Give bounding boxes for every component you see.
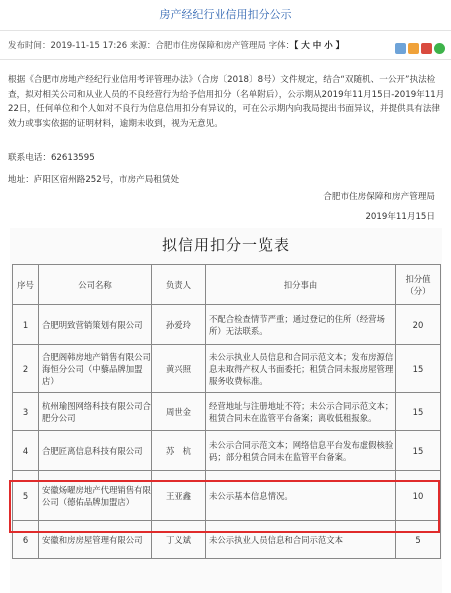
row-reason: 经营地址与注册地址不符；未公示合同示范文本；租赁合同未在监管平台备案；离收低租报象。 <box>206 393 396 431</box>
notice-paragraph: 根据《合肥市房地产经纪行业信用考评管理办法》（合房〔2018〕8号）文件规定，结合“双随机、一公开”执法检查，拟对相关公司和从业人员的不良经营行为给予信用扣分（名单附后），公示期从2019年11月15日-2019年11月22日，任何单位和个人如对不良行为信息信用扣分有异议的，可在公示期内向我局提出书面异议，并提供具有法律效力或事实依据的证明材料，逾期未收到，视为无意见。 <box>8 75 445 129</box>
deduction-table <box>12 264 441 559</box>
table-header <box>13 265 441 305</box>
table-row <box>13 521 441 559</box>
share-icon[interactable] <box>395 43 406 54</box>
page-title: 房产经纪行业信用扣分公示 <box>159 8 292 21</box>
row-score: 10 <box>396 471 441 521</box>
font-size-switcher[interactable]: 【 大 中 小 】 <box>294 41 345 51</box>
row-score: 5 <box>396 521 441 559</box>
deduction-sheet-image <box>10 228 442 593</box>
row-person: 周世金 <box>152 393 206 431</box>
row-company: 杭州瑜图网络科技有限公司合肥分公司 <box>39 393 152 431</box>
row-company: 安徽和房房屋管理有限公司 <box>39 521 152 559</box>
header-score: 扣分值（分） <box>396 265 441 305</box>
row-score: 15 <box>396 393 441 431</box>
row-no: 3 <box>13 393 39 431</box>
row-score: 15 <box>396 431 441 471</box>
row-reason: 未公示基本信息情况。 <box>206 471 396 521</box>
article-meta <box>0 30 451 60</box>
table-row <box>13 431 441 471</box>
wechat-icon[interactable] <box>434 43 445 54</box>
table-row <box>13 305 441 345</box>
row-reason: 未公示合同示范文本；网络信息平台发布虚假核验码；部分租赁合同未在监管平台备案。 <box>206 431 396 471</box>
table-title: 拟信用扣分一览表 <box>161 236 290 254</box>
source: 合肥市住房保障和房产管理局 <box>155 41 266 51</box>
row-no: 5 <box>13 471 39 521</box>
row-score: 15 <box>396 345 441 393</box>
sina-icon[interactable] <box>421 43 432 54</box>
header-reason: 扣分事由 <box>206 265 396 305</box>
row-person: 苏 杭 <box>152 431 206 471</box>
header-person: 负责人 <box>152 265 206 305</box>
header-no: 序号 <box>13 265 39 305</box>
address: 地址：庐阳区宿州路252号，市房产局租赁处 <box>8 175 180 185</box>
row-person: 丁义斌 <box>152 521 206 559</box>
issue-date: 2019年11月15日 <box>365 212 435 222</box>
row-score: 20 <box>396 305 441 345</box>
row-company: 合肥明致营销策划有限公司 <box>39 305 152 345</box>
row-person: 黄兴照 <box>152 345 206 393</box>
row-no: 6 <box>13 521 39 559</box>
header-company: 公司名称 <box>39 265 152 305</box>
publish-time-label: 发布时间： <box>8 41 51 51</box>
table-row <box>13 345 441 393</box>
row-no: 4 <box>13 431 39 471</box>
row-person: 孙爱玲 <box>152 305 206 345</box>
source-label: 来源： <box>129 41 156 51</box>
row-company: 安徽炀曜房地产代理销售有限公司（德佑品牌加盟店） <box>39 471 152 521</box>
row-person: 王亚鑫 <box>152 471 206 521</box>
table-row-highlighted <box>13 471 441 521</box>
row-reason: 未公示执业人员信息和合同示范文本；发布房源信息未取得产权人书面委托；租赁合同未报房屋管理服务收费标准。 <box>206 345 396 393</box>
row-no: 2 <box>13 345 39 393</box>
row-no: 1 <box>13 305 39 345</box>
row-reason: 未公示执业人员信息和合同示范文本 <box>206 521 396 559</box>
row-company: 合肥匠离信息科技有限公司 <box>39 431 152 471</box>
publish-time: 2019-11-15 17:26 <box>50 41 128 51</box>
row-reason: 不配合检查情节严重；通过登记的住所（经营场所）无法联系。 <box>206 305 396 345</box>
contact-phone: 联系电话：62613595 <box>8 153 95 163</box>
font-size-label: 字体： <box>268 41 295 51</box>
star-icon[interactable] <box>408 43 419 54</box>
meta-info <box>8 39 344 51</box>
issuing-organization: 合肥市住房保障和房产管理局 <box>323 192 435 202</box>
row-company: 合肥阁韩房地产销售有限公司海恒分公司（中藜品牌加盟店） <box>39 345 152 393</box>
share-bar <box>395 43 445 54</box>
table-row <box>13 393 441 431</box>
